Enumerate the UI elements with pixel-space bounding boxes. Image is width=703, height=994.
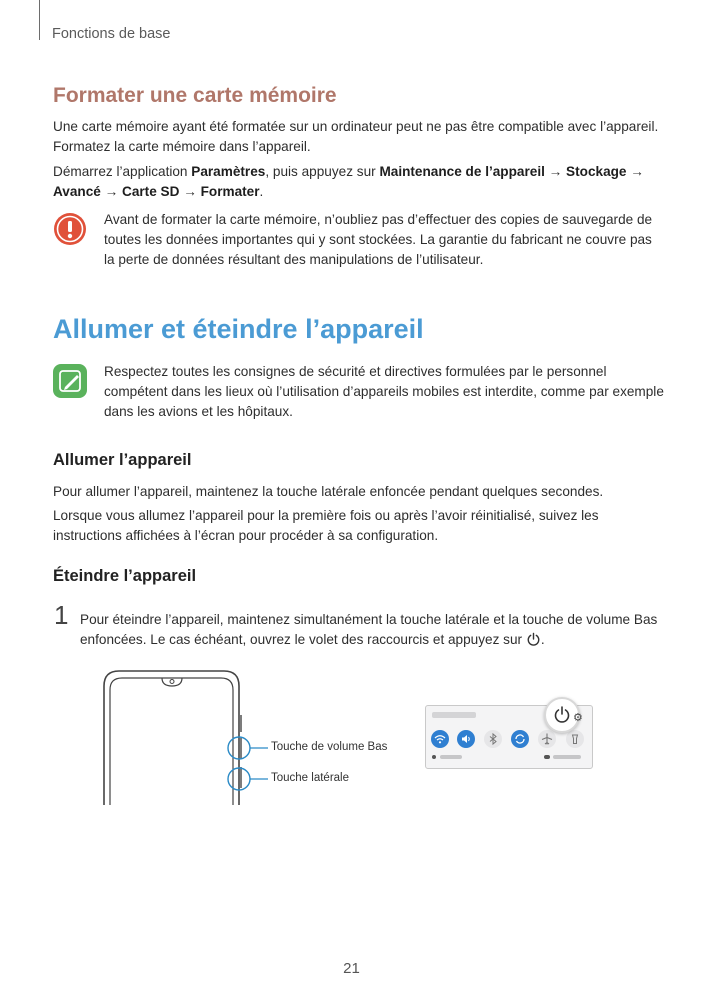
label-side-key: Touche latérale [271,772,349,784]
quick-panel-title-placeholder [432,712,476,718]
step-number: 1 [54,600,69,630]
gear-icon: ⚙ [573,712,583,724]
phone-outline [104,671,241,805]
airplane-tile-icon [538,730,556,748]
section-title-power: Allumer et éteindre l’appareil [53,314,424,344]
safety-text: Respectez toutes les consignes de sécurité et directives formulées par le personnel compétent dans les lieux où l’utilisation d’appareils mobiles est interdite, comme par exemple dans les avions et les hôpitaux. [104,364,664,419]
rotation-tile-icon [511,730,529,748]
section-title-format: Formater une carte mémoire [53,84,337,107]
power-icon [526,632,541,647]
format-intro: Une carte mémoire ayant été formatée sur un ordinateur peut ne pas être compatible avec l’appareil. Formatez la carte mémoire dans l’appareil. [53,119,659,154]
devices-glyph [544,755,550,759]
media-dot [432,755,436,759]
power-on-p1: Pour allumer l’appareil, maintenez la touche latérale enfoncée pendant quelques secondes. [53,484,604,499]
heading-power-off: Éteindre l’appareil [53,567,197,585]
heading-power-on: Allumer l’appareil [53,451,192,469]
devices-label-placeholder [553,755,581,759]
power-off-step: Pour éteindre l’appareil, maintenez simultanément la touche latérale et la touche de volume Bas enfoncées. Le cas échéant, ouvrez le volet des raccourcis et appuyez sur . [80,612,658,647]
wifi-tile-icon [431,730,449,748]
callout-side-key [228,768,268,790]
margin-rule [39,0,40,40]
warning-text: Avant de formater la carte mémoire, n’oubliez pas d’effectuer des copies de sauvegarde de toutes les données importantes qui y sont stockées. La garantie du fabricant ne couvre pas la perte de données résultant des manipulations de l’utilisateur. [104,212,653,267]
sound-tile-icon [457,730,475,748]
pencil-note-icon [53,364,87,398]
bluetooth-tile-icon [484,730,502,748]
running-header: Fonctions de base [52,26,171,42]
power-on-p2: Lorsque vous allumez l’appareil pour la première fois ou après l’avoir réinitialisé, suivez les instructions affichées à l’écran pour procéder à sa configuration. [53,508,599,543]
exclamation-warning-icon [53,212,87,246]
media-label-placeholder [440,755,462,759]
callout-volume-down [228,737,268,759]
page-number: 21 [343,960,360,977]
format-steps: Démarrez l’application Paramètres, puis appuyez sur Maintenance de l’appareil → Stockage → Avancé → Carte SD → Formater. [53,164,644,199]
label-volume-down: Touche de volume Bas [271,741,388,753]
